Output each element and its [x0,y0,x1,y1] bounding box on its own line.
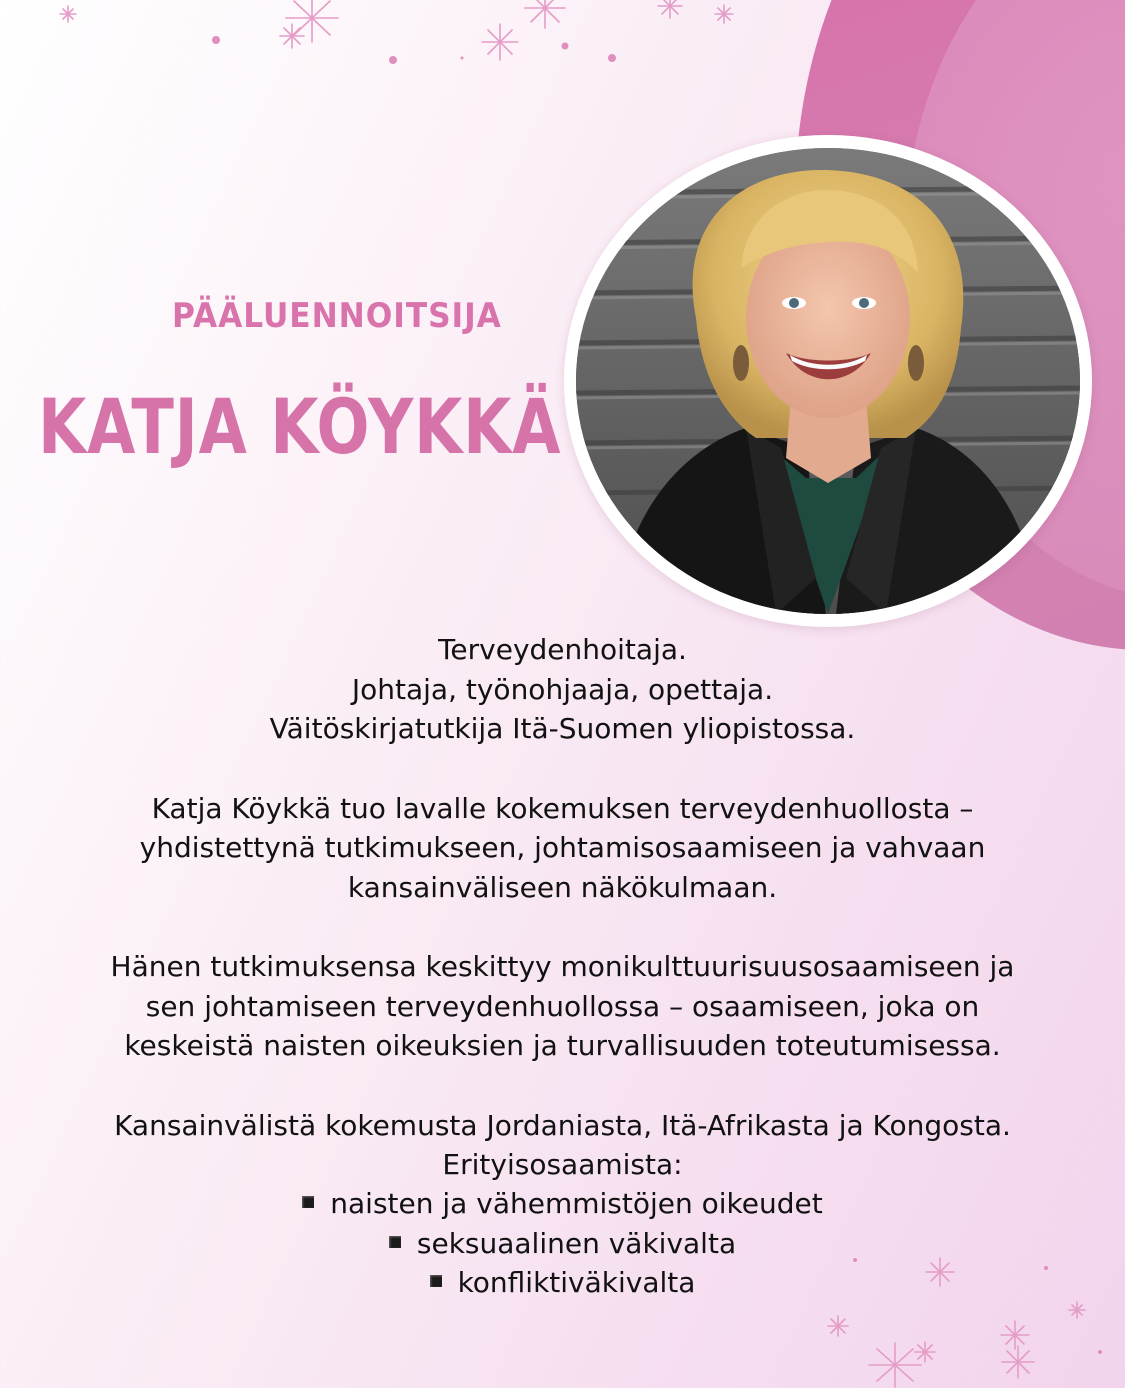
sparkle-icon [1001,1321,1029,1349]
sparkle-icon [482,24,518,60]
bullet-square-icon [389,1236,401,1248]
bio-paragraph-line: yhdistettynä tutkimukseen, johtamisosaamiseen ja vahvaan [139,831,986,864]
sparkle-icon [1002,1346,1034,1378]
sparkle-icon [658,0,682,18]
sparkle-icon [525,0,565,28]
portrait-photo-icon [576,148,1080,614]
intro-line: Väitöskirjatutkija Itä-Suomen yliopistossa. [269,712,856,745]
expertise-item-label: seksuaalinen väkivalta [416,1227,737,1260]
expertise-item-label: konfliktiväkivalta [457,1266,696,1299]
expertise-item-label: naisten ja vähemmistöjen oikeudet [330,1187,823,1220]
bullet-square-icon [302,1196,314,1208]
bio-paragraph-line: kansainväliseen näkökulmaan. [347,871,778,904]
sparkle-icon [915,1342,935,1362]
sparkle-icon [286,0,338,42]
expertise-list-item [10,1224,1115,1264]
research-paragraph-line: sen johtamiseen terveydenhuollossa – osaamiseen, joka on [145,990,980,1023]
intro-line: Terveydenhoitaja. [438,633,687,666]
bullet-square-icon [430,1275,442,1287]
research-paragraph-line: Hänen tutkimuksensa keskittyy monikulttuurisuusosaamiseen ja [110,950,1015,983]
sparkle-icon [60,6,76,22]
sparkle-icon [280,24,304,48]
expertise-list-item [10,1184,1115,1224]
expertise-heading: Erityisosaamista: [442,1148,683,1181]
sparkle-icon [869,1343,921,1387]
experience-line: Kansainvälistä kokemusta Jordaniasta, Itä-Afrikasta ja Kongosta. [114,1109,1011,1142]
speaker-role-heading: PÄÄLUENNOITSIJA [172,296,502,336]
sparkle-icon [715,5,733,23]
research-paragraph-line: keskeistä naisten oikeuksien ja turvallisuuden toteutumisessa. [124,1029,1001,1062]
speaker-photo [576,148,1080,614]
speaker-name-heading: KATJA KÖYKKÄ [38,382,562,471]
bio-paragraph-line: Katja Köykkä tuo lavalle kokemuksen terveydenhuollosta – [151,792,974,825]
sparkle-icon [1069,1302,1085,1318]
sparkle-icon [828,1316,848,1336]
expertise-list-item [10,1263,1115,1303]
intro-line: Johtaja, työnohjaaja, opettaja. [351,673,774,706]
